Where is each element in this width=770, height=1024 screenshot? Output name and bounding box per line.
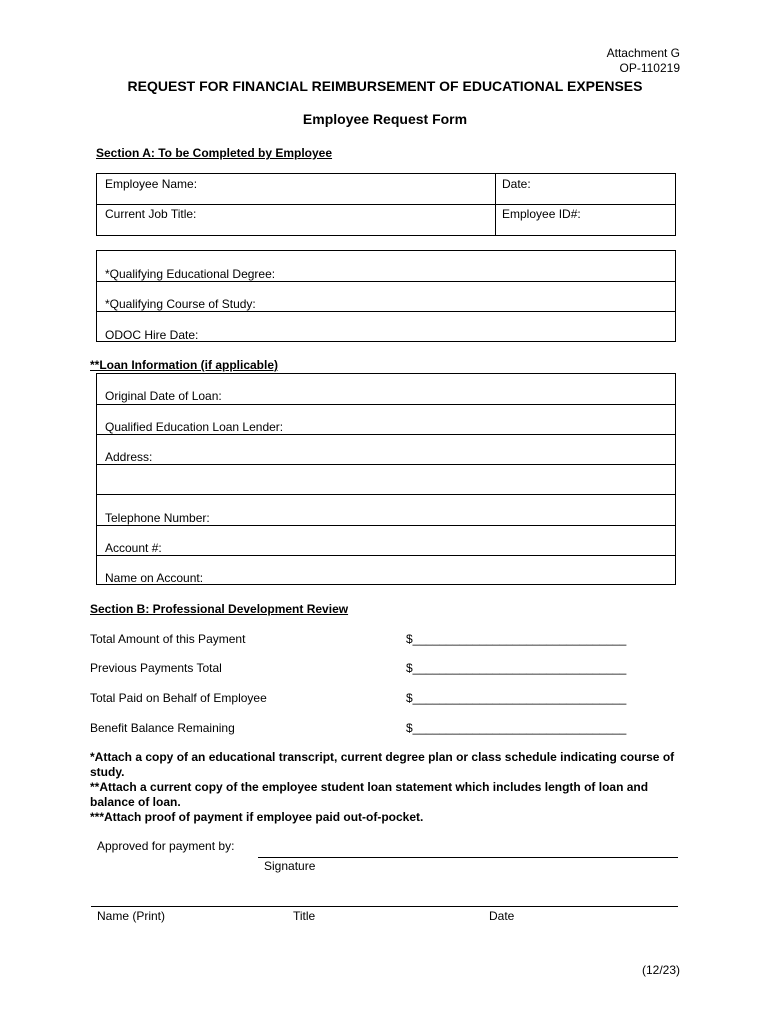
total-paid-field[interactable]: $________________________________	[406, 691, 627, 705]
document-code: OP-110219	[619, 61, 680, 75]
loan-name-on-account-field[interactable]: Name on Account:	[105, 571, 204, 585]
hire-date-field[interactable]: ODOC Hire Date:	[105, 328, 199, 342]
employee-id-field[interactable]: Employee ID#:	[502, 207, 581, 221]
title-label: Title	[293, 909, 316, 923]
note-proof-of-payment: ***Attach proof of payment if employee paid out-of-pocket.	[90, 810, 424, 824]
signature-line[interactable]	[258, 857, 678, 858]
approved-label: Approved for payment by:	[97, 839, 235, 853]
note-loan-statement: **Attach a current copy of the employee student loan statement which includes length of loan and balance of loan.	[90, 780, 649, 809]
page-subtitle: Employee Request Form	[302, 111, 468, 127]
date-label: Date	[489, 909, 515, 923]
attachment-name: Attachment G	[606, 46, 680, 60]
section-a-heading: Section A: To be Completed by Employee	[96, 146, 333, 160]
section-b-heading: Section B: Professional Development Review	[90, 602, 349, 616]
benefit-balance-label: Benefit Balance Remaining	[90, 721, 235, 735]
date-field[interactable]: Date:	[502, 177, 531, 191]
note-transcript: *Attach a copy of an educational transcript, current degree plan or class schedule indicating course of study.	[90, 750, 675, 779]
loan-table	[96, 373, 676, 585]
attachment-notes	[90, 750, 685, 825]
loan-original-date-field[interactable]: Original Date of Loan:	[105, 389, 222, 403]
name-title-date-line[interactable]	[91, 906, 678, 907]
previous-payments-field[interactable]: $________________________________	[406, 661, 627, 675]
loan-lender-field[interactable]: Qualified Education Loan Lender:	[105, 420, 284, 434]
loan-address-field[interactable]: Address:	[105, 450, 153, 464]
attachment-label	[607, 46, 680, 76]
total-paid-label: Total Paid on Behalf of Employee	[90, 691, 267, 705]
page-title: REQUEST FOR FINANCIAL REIMBURSEMENT OF EDUCATIONAL EXPENSES	[127, 78, 643, 94]
benefit-balance-field[interactable]: $________________________________	[406, 721, 627, 735]
education-table	[96, 250, 676, 342]
qualifying-course-field[interactable]: *Qualifying Course of Study:	[105, 297, 256, 311]
name-print-label: Name (Print)	[97, 909, 166, 923]
previous-payments-label: Previous Payments Total	[90, 661, 222, 675]
revision-date: (12/23)	[641, 963, 680, 977]
loan-telephone-field[interactable]: Telephone Number:	[105, 511, 210, 525]
signature-label: Signature	[264, 859, 316, 873]
employee-name-field[interactable]: Employee Name:	[105, 177, 198, 191]
job-title-field[interactable]: Current Job Title:	[105, 207, 197, 221]
payment-label: Total Amount of this Payment	[90, 632, 246, 646]
employee-info-table	[96, 173, 676, 236]
payment-amount-field[interactable]: $________________________________	[406, 632, 627, 646]
loan-account-field[interactable]: Account #:	[105, 541, 162, 555]
loan-heading: **Loan Information (if applicable)	[90, 358, 279, 372]
qualifying-degree-field[interactable]: *Qualifying Educational Degree:	[105, 267, 276, 281]
